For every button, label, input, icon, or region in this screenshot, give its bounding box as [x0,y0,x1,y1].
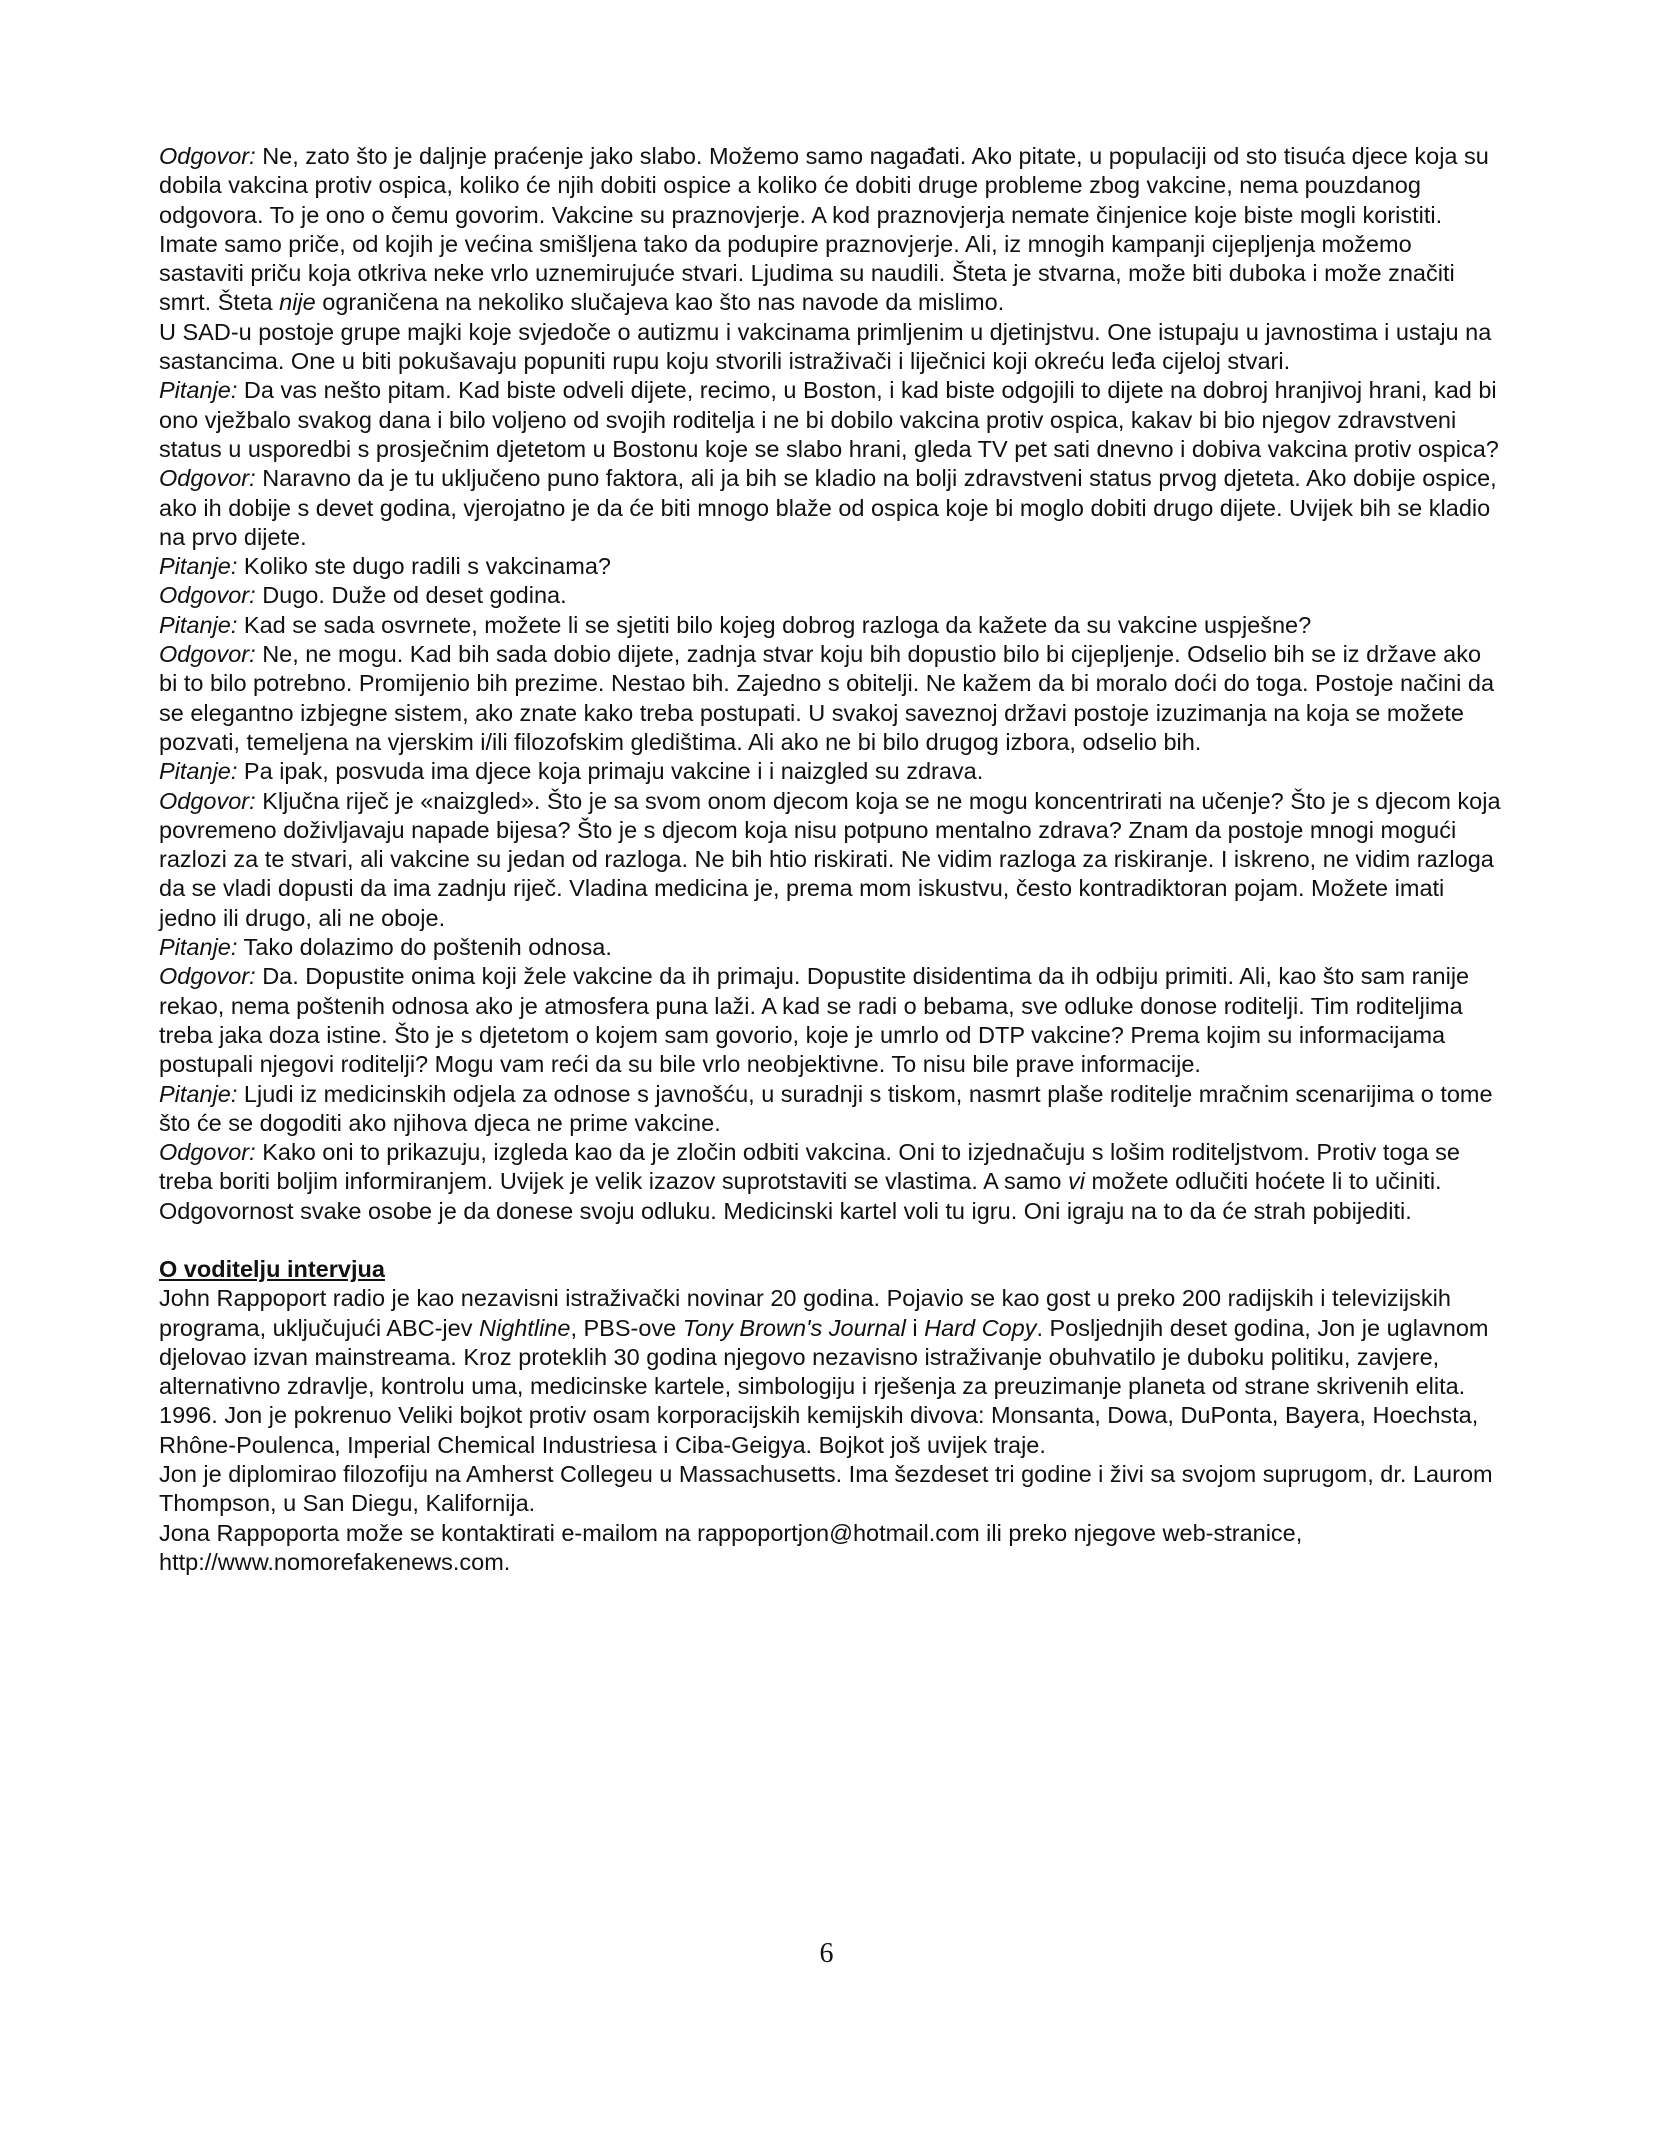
text-run: Naravno da je tu uključeno puno faktora, ali ja bih se kladio na bolji zdravstveni status prvog djeteta. Ako dobije ospice, ako ih dobije s devet godina, vjerojatno je da će biti mnogo blaže od ospica koje bi moglo dobiti drugo dijete. Uvijek bih se kladio na prvo dijete. [159,465,1497,550]
text-run: Da. Dopustite onima koji žele vakcine da ih primaju. Dopustite disidentima da ih odbiju primiti. Ali, kao što sam ranije rekao, nema poštenih odnosa ako je atmosfera puna laži. A kad se radi o bebama, sve odluke donose roditelji. Tim roditeljima treba jaka doza istine. Što je s djetetom o kojem sam govorio, koje je umrlo od DTP vakcine? Prema kojim su informacijama postupali njegovi roditelji? Mogu vam reći da su bile vrlo neobjektivne. To nisu bile prave informacije. [159,963,1470,1078]
interview-paragraph [159,581,1501,610]
text-run: Dugo. Duže od deset godina. [255,582,567,609]
text-run: , PBS-ove [570,1314,683,1341]
italic-text: Hard Copy [924,1314,1037,1341]
interview-paragraph [159,962,1501,1079]
text-run: U SAD-u postoje grupe majki koje svjedoče o autizmu i vakcinama primljenim u djetinjstvu. One istupaju u javnostima i ustaju na sastancima. One u biti pokušavaju popuniti rupu koju stvorili istraživači i liječnici koji okreću leđa cijeloj stvari. [159,318,1492,375]
speaker-label: Pitanje: [159,377,238,404]
text-run: . Posljednjih deset godina, Jon je uglavnom djelovao izvan mainstreama. Kroz proteklih 30 godina njegovo nezavisno istraživanje obuhvatilo je duboku politiku, zavjere, alternativno zdravlje, kontrolu uma, medicinske kartele, simbologiju i rješenja za preuzimanje planeta od strane skrivenih elita. 1996. Jon je pokrenuo Veliki bojkot protiv osam korporacijskih kemijskih divova: Monsanta, Dowa, DuPonta, Bayera, Hoechsta, Rhône-Poulenca, Imperial Chemical Industriesa i Ciba-Geigya. Bojkot još uvijek traje. [159,1314,1489,1458]
about-paragraph [159,1284,1501,1460]
interview-paragraph [159,611,1501,640]
speaker-label: Pitanje: [159,611,238,638]
section-heading-about-interviewer: O voditelju intervjua [159,1255,385,1282]
italic-text: vi [1067,1168,1085,1195]
interview-paragraph [159,376,1501,464]
interview-paragraph [159,142,1501,318]
about-paragraph [159,1460,1501,1519]
page-number: 6 [819,1938,834,1969]
text-run: Kad se sada osvrnete, možete li se sjetiti bilo kojeg dobrog razloga da kažete da su vakcine uspješne? [237,611,1312,638]
italic-text: nije [279,289,316,316]
speaker-label: Odgovor: [159,582,256,609]
italic-text: Tony Brown's Journal [682,1314,906,1341]
speaker-label: Odgovor: [159,963,256,990]
italic-text: Nightline [479,1314,571,1341]
interview-paragraph [159,757,1501,786]
text-run: Tako dolazimo do poštenih odnosa. [237,934,612,961]
interview-paragraph [159,1138,1501,1226]
text-run: ograničena na nekoliko slučajeva kao što nas navode da mislimo. [315,289,1005,316]
text-run: Ne, ne mogu. Kad bih sada dobio dijete, zadnja stvar koju bih dopustio bilo bi cijepljenje. Odselio bih se iz države ako bi to bilo potrebno. Promijenio bih prezime. Nestao bih. Zajedno s obitelji. Ne kažem da bi moralo doći do toga. Postoje načini da se elegantno izbjegne sistem, ako znate kako treba postupati. U svakoj saveznoj državi postoje izuzimanja na koja se možete pozvati, temeljena na vjerskim i/ili filozofskim gledištima. Ali ako ne bi bilo drugog izbora, odselio bih. [159,641,1495,755]
speaker-label: Pitanje: [159,758,238,785]
text-run: Pa ipak, posvuda ima djece koja primaju vakcine i i naizgled su zdrava. [237,758,984,785]
text-run: i [905,1314,925,1341]
page-body [159,142,1501,1577]
interview-paragraph [159,640,1501,757]
section-spacer [159,1226,1501,1255]
text-run: Da vas nešto pitam. Kad biste odveli dijete, recimo, u Boston, i kad biste odgojili to dijete na dobroj hranjivoj hrani, kad bi ono vježbalo svakog dana i bilo voljeno od svojih roditelja i ne bi dobilo vakcina protiv ospica, kakav bi bio njegov zdravstveni status u usporedbi s prosječnim djetetom u Bostonu koje se slabo hrani, gleda TV pet sati dnevno i dobiva vakcina protiv ospica? [159,377,1499,462]
text-run: Ključna riječ je «naizgled». Što je sa svom onom djecom koja se ne mogu koncentrirati na učenje? Što je s djecom koja povremeno doživljavaju napade bijesa? Što je s djecom koja nisu potpuno mentalno zdrava? Znam da postoje mnogi mogući razlozi za te stvari, ali vakcine su jedan od razloga. Ne bih htio riskirati. Ne vidim razloga za riskiranje. I iskreno, ne vidim razloga da se vladi dopusti da ima zadnju riječ. Vladina medicina je, prema mom iskustvu, često kontradiktoran pojam. Možete imati jedno ili drugo, ali ne oboje. [159,787,1501,931]
interview-paragraph [159,933,1501,962]
speaker-label: Pitanje: [159,553,238,580]
speaker-label: Pitanje: [159,934,238,961]
speaker-label: Odgovor: [159,143,256,169]
text-run: John Rappoport radio je kao nezavisni istraživački novinar 20 godina. Pojavio se kao gost u preko 200 radijskih i televizijskih programa, uključujući ABC-jev [159,1285,1451,1341]
interview-paragraph [159,318,1501,377]
text-run: Ljudi iz medicinskih odjela za odnose s javnošću, u suradnji s tiskom, nasmrt plaše roditelje mračnim scenarijima o tome što će se dogoditi ako njihova djeca ne prime vakcine. [159,1080,1493,1136]
speaker-label: Odgovor: [159,1139,256,1166]
text-run: Jon je diplomirao filozofiju na Amherst Collegeu u Massachusetts. Ima šezdeset tri godine i živi sa svojom suprugom, dr. Laurom Thompson, u San Diegu, Kalifornija. [159,1461,1493,1517]
about-interviewer-text [159,1284,1501,1577]
speaker-label: Pitanje: [159,1080,238,1107]
text-run: Koliko ste dugo radili s vakcinama? [237,553,611,580]
about-paragraph [159,1519,1501,1578]
interview-paragraph [159,1080,1501,1139]
text-run: možete odlučiti hoćete li to učiniti. Odgovornost svake osobe je da donese svoju odluku. Medicinski kartel voli tu igru. Oni igraju na to da će strah pobijediti. [159,1168,1442,1224]
interview-paragraph [159,787,1501,933]
interview-paragraph [159,552,1501,581]
speaker-label: Odgovor: [159,465,256,492]
interview-paragraph [159,464,1501,552]
text-run: Jona Rappoporta može se kontaktirati e-mailom na rappoportjon@hotmail.com ili preko njegove web-stranice, http://www.nomorefakenews.com. [159,1519,1303,1575]
speaker-label: Odgovor: [159,787,256,814]
interview-transcript [159,142,1501,1226]
text-run: Kako oni to prikazuju, izgleda kao da je zločin odbiti vakcina. Oni to izjednačuju s lošim roditeljstvom. Protiv toga se treba boriti boljim informiranjem. Uvijek je velik izazov suprotstaviti se vlastima. A samo [159,1139,1461,1195]
text-run: Ne, zato što je daljnje praćenje jako slabo. Možemo samo nagađati. Ako pitate, u populaciji od sto tisuća djece koja su dobila vakcina protiv ospica, koliko će njih dobiti ospice a koliko će dobiti druge probleme zbog vakcine, nema pouzdanog odgovora. To je ono o čemu govorim. Vakcine su praznovjerje. A kod praznovjerja nemate činjenice koje biste mogli koristiti. Imate samo priče, od kojih je većina smišljena tako da podupire praznovjerje. Ali, iz mnogih kampanji cijepljenja možemo sastaviti priču koja otkriva neke vrlo uznemirujuće stvari. Ljudima su naudili. Šteta je stvarna, može biti duboka i može značiti smrt. Šteta [159,143,1489,316]
speaker-label: Odgovor: [159,641,256,668]
